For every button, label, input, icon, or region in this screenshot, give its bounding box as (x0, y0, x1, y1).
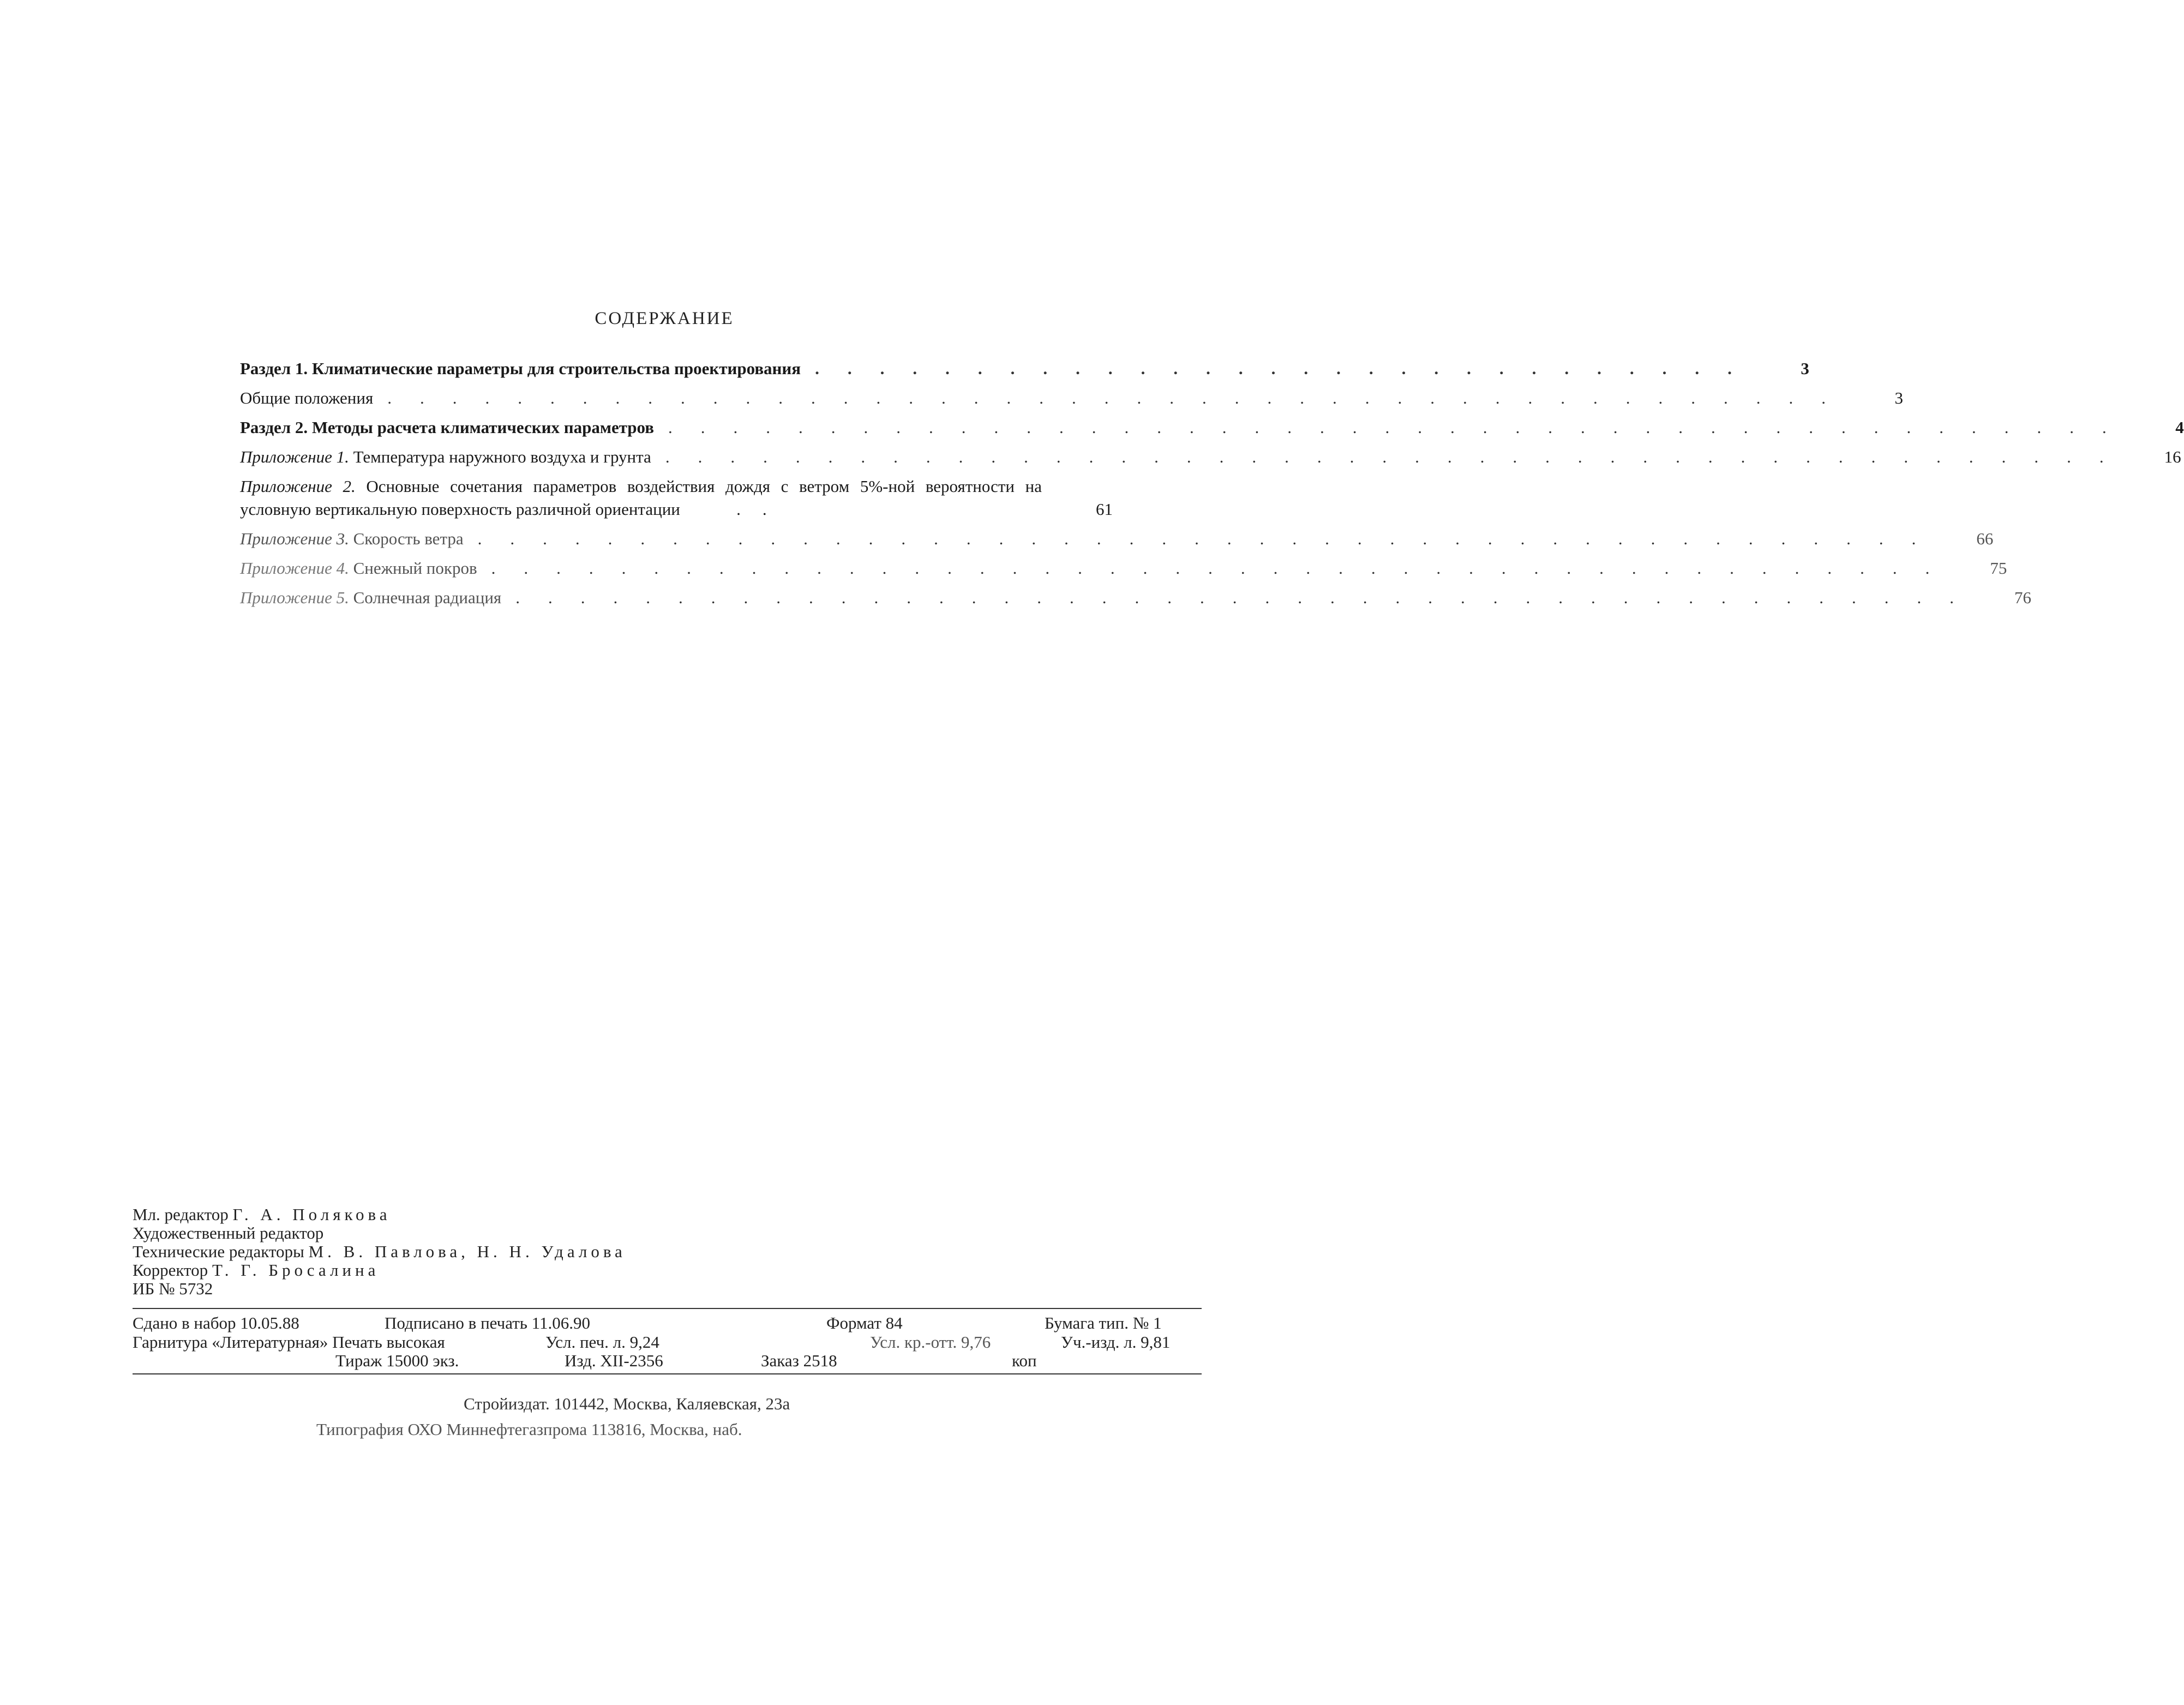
toc-entry-text: Раздел 1. Климатические параметры для строительства проектирования (240, 359, 801, 378)
signed-to-print: Подписано в печать 11.06.90 (385, 1313, 590, 1332)
junior-editor-name: Г. А. Полякова (232, 1205, 391, 1224)
proofreader-label: Корректор (133, 1260, 208, 1280)
paper-type: Бумага тип. № 1 (1045, 1313, 1162, 1332)
toc-page-number: 3 (1801, 359, 1809, 378)
toc-entry-text: Температура наружного воздуха и грунта (353, 447, 651, 466)
divider-bottom (133, 1373, 1202, 1374)
toc-entry-section-2[interactable] (240, 416, 2184, 439)
art-editor-line: Художественный редактор (133, 1223, 324, 1242)
publisher-sheets: Уч.-изд. л. 9,81 (1061, 1332, 1171, 1352)
imprint-credits (133, 1205, 626, 1298)
toc-page-number: 66 (1976, 529, 1994, 548)
dot-leader: ............................................. (665, 447, 2132, 466)
toc-entry-appendix-2[interactable] (240, 475, 1113, 521)
sent-to-set: Сдано в набор 10.05.88 (133, 1313, 299, 1332)
print-sheets: Усл. печ. л. 9,24 (545, 1332, 659, 1352)
circulation: Тираж 15000 экз. (335, 1351, 459, 1370)
dot-leader: .. (684, 500, 789, 519)
toc-page-number: 4 (2175, 418, 2184, 437)
dot-leader: ............................................. (668, 418, 2135, 437)
toc-entry-general[interactable] (240, 387, 1903, 410)
toc-entry-appendix-3[interactable] (240, 527, 1994, 550)
toc-entry-prefix: Приложение 1. (240, 447, 349, 466)
toc-entry-text: Основные сочетания параметров воздействия дождя с ветром 5%-ной вероятности на условную вертикальную поверхность различной ориентации (240, 477, 1042, 519)
dot-leader: ............................................. (491, 559, 1958, 578)
toc-entry-prefix: Приложение 3. (240, 529, 349, 548)
toc-entry-text: Раздел 2. Методы расчета климатических параметров (240, 418, 655, 437)
toc-entry-text: Общие положения (240, 388, 374, 407)
toc-entry-prefix: Приложение 4. (240, 559, 349, 578)
toc-entry-prefix: Приложение 2. (240, 477, 356, 496)
toc-entry-prefix: Приложение 5. (240, 588, 349, 607)
tech-editors-label: Технические редакторы (133, 1242, 304, 1261)
dot-leader: ............................. (815, 359, 1760, 378)
ib-number: ИБ № 5732 (133, 1279, 213, 1298)
toc-page-number: 16 (2164, 447, 2181, 466)
publisher-address: Стройиздат. 101442, Москва, Каляевская, 23а (464, 1394, 790, 1413)
junior-editor-label: Мл. редактор (133, 1205, 229, 1224)
printer-address: Типография ОХО Миннефтегазпрома 113816, Москва, наб. (316, 1420, 742, 1439)
toc-page-number: 3 (1894, 388, 1903, 407)
edition-number: Изд. XII-2356 (565, 1351, 663, 1370)
toc-entry-text: Солнечная радиация (353, 588, 502, 607)
dot-leader: ............................................. (387, 388, 1854, 407)
toc-entry-text: Снежный покров (353, 559, 477, 578)
tech-editors-names: М. В. Павлова, Н. Н. Удалова (308, 1242, 626, 1261)
toc-entry-appendix-1[interactable] (240, 446, 2181, 469)
toc-page-number: 76 (2014, 588, 2031, 607)
dot-leader: ............................................. (515, 588, 1982, 607)
toc-entry-text: Скорость ветра (353, 529, 464, 548)
toc-title: СОДЕРЖАНИЕ (595, 309, 734, 328)
proofreader-line (133, 1261, 626, 1280)
price: коп (1012, 1351, 1037, 1370)
format: Формат 84 (826, 1313, 903, 1332)
dot-leader: ............................................. (477, 529, 1945, 548)
toc-entry-section-1[interactable] (240, 357, 1809, 380)
proofreader-name: Т. Г. Бросалина (212, 1260, 380, 1280)
print-ottisk: Усл. кр.-отт. 9,76 (870, 1332, 991, 1352)
table-of-contents (240, 357, 2184, 616)
toc-entry-appendix-4[interactable] (240, 557, 2007, 580)
toc-page-number: 75 (1990, 559, 2007, 578)
junior-editor-line (133, 1205, 626, 1224)
tech-editors-line (133, 1242, 626, 1261)
typeface: Гарнитура «Литературная» Печать высокая (133, 1332, 445, 1352)
divider-top (133, 1308, 1202, 1309)
order-number: Заказ 2518 (761, 1351, 837, 1370)
toc-entry-appendix-5[interactable] (240, 586, 2031, 609)
toc-page-number: 61 (1096, 500, 1113, 519)
